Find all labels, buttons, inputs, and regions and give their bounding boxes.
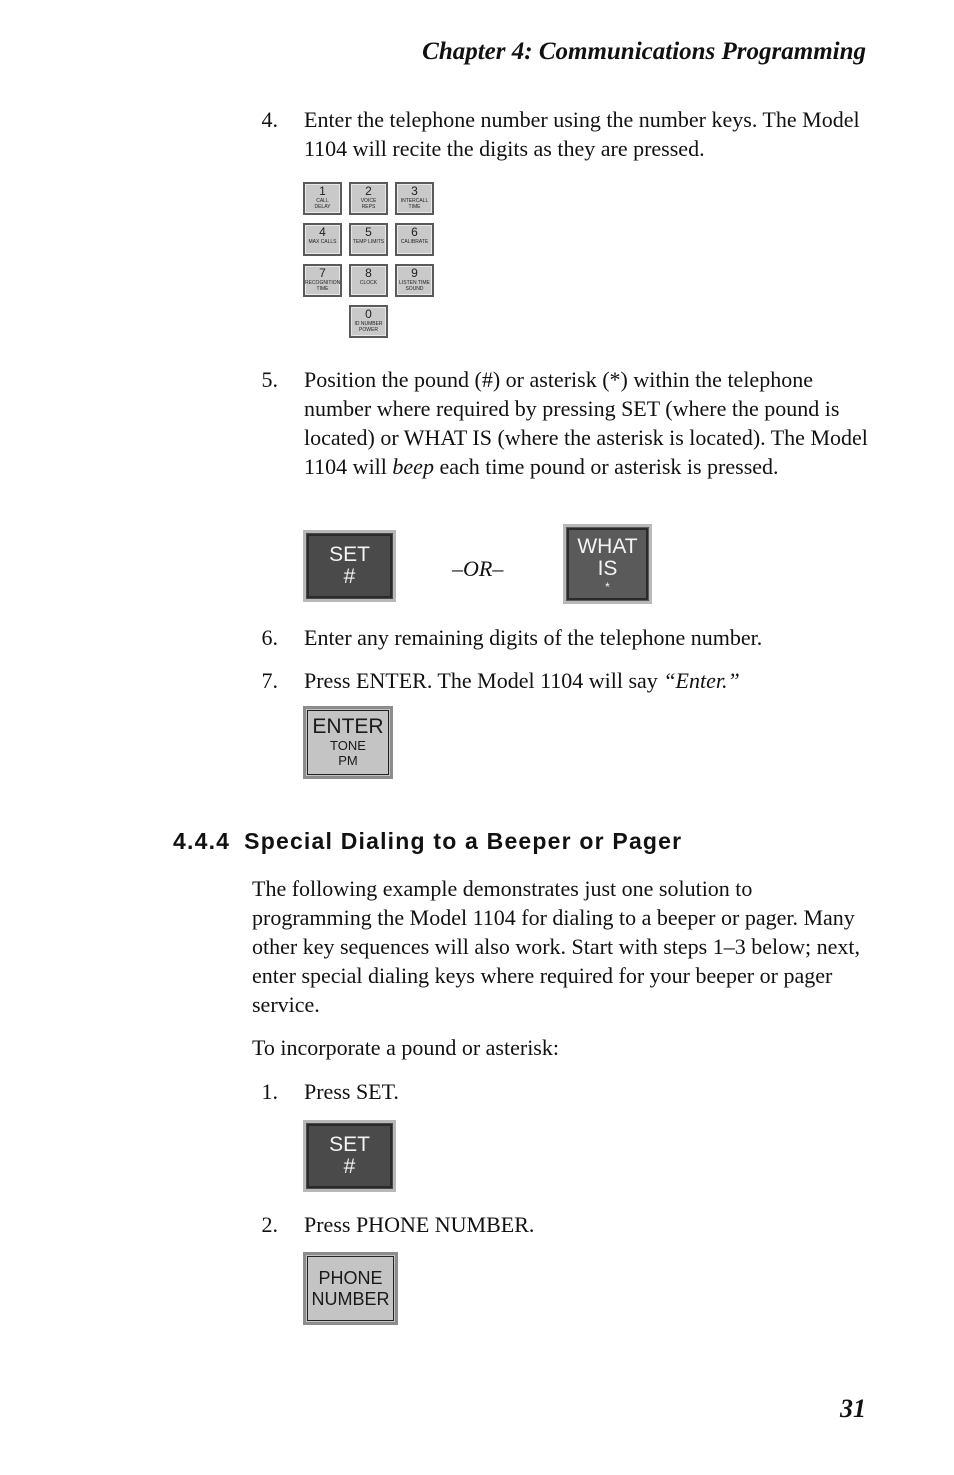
section-step-2-number: 2. bbox=[261, 1212, 278, 1237]
step-4-text: Enter the telephone number using the number keys. The Model 1104 will recite the digits as they are pressed. bbox=[304, 107, 860, 161]
key-4: 4 MAX CALLS bbox=[303, 223, 342, 256]
step-4-number: 4. bbox=[261, 107, 278, 132]
key-9: 9 LISTEN TIME SOUND bbox=[395, 264, 434, 297]
section-step-1-text: Press SET. bbox=[304, 1079, 399, 1104]
section-title: Special Dialing to a Beeper or Pager bbox=[244, 828, 683, 854]
section-paragraph-1: The following example demonstrates just one solution to programming the Model 1104 for dialing to a beeper or pager. Many other key sequences will also work. Start with steps 1–3 below; next, enter special dialing keys where required for your beeper or pager service. bbox=[252, 876, 860, 1017]
step-6-number: 6. bbox=[261, 625, 278, 650]
step-5-text: Position the pound (#) or asterisk (*) within the telephone number where required by pressing SET (where the pound is located) or WHAT IS (where the asterisk is located). The Model 1104 will beep each time pound or asterisk is pressed. bbox=[304, 367, 868, 479]
key-7: 7 RECOGNITION TIME bbox=[303, 264, 342, 297]
what-is-button-image: WHAT IS * bbox=[563, 524, 652, 604]
key-8: 8 CLOCK bbox=[349, 264, 388, 297]
beep-emphasis: beep bbox=[392, 454, 434, 479]
or-separator: –OR– bbox=[452, 556, 504, 581]
section-paragraph-2: To incorporate a pound or asterisk: bbox=[252, 1035, 559, 1060]
key-2: 2 VOICE REPS bbox=[349, 182, 388, 215]
phone-number-button-image: PHONE NUMBER bbox=[303, 1252, 398, 1325]
set-button-image: SET # bbox=[303, 530, 396, 602]
step-7-text: Press ENTER. The Model 1104 will say “Enter.” bbox=[304, 668, 740, 693]
set-button-image-2: SET # bbox=[303, 1120, 396, 1192]
section-number: 4.4.4 bbox=[173, 828, 231, 854]
key-0: 0 ID NUMBER POWER bbox=[349, 305, 388, 338]
number-keypad bbox=[303, 182, 437, 340]
step-6-text: Enter any remaining digits of the telephone number. bbox=[304, 625, 763, 650]
section-step-2-text: Press PHONE NUMBER. bbox=[304, 1212, 535, 1237]
step-5-number: 5. bbox=[261, 367, 278, 392]
key-5: 5 TEMP LIMITS bbox=[349, 223, 388, 256]
chapter-header: Chapter 4: Communications Programming bbox=[422, 38, 866, 65]
page-number: 31 bbox=[840, 1394, 866, 1423]
enter-button-image: ENTER TONE PM bbox=[303, 706, 393, 779]
key-1: 1 CALL DELAY bbox=[303, 182, 342, 215]
key-3: 3 INTERCALL TIME bbox=[395, 182, 434, 215]
step-7-number: 7. bbox=[261, 668, 278, 693]
enter-quote: “Enter.” bbox=[663, 668, 740, 693]
section-heading bbox=[173, 828, 682, 855]
key-6: 6 CALIBRATE bbox=[395, 223, 434, 256]
section-step-1-number: 1. bbox=[261, 1079, 278, 1104]
